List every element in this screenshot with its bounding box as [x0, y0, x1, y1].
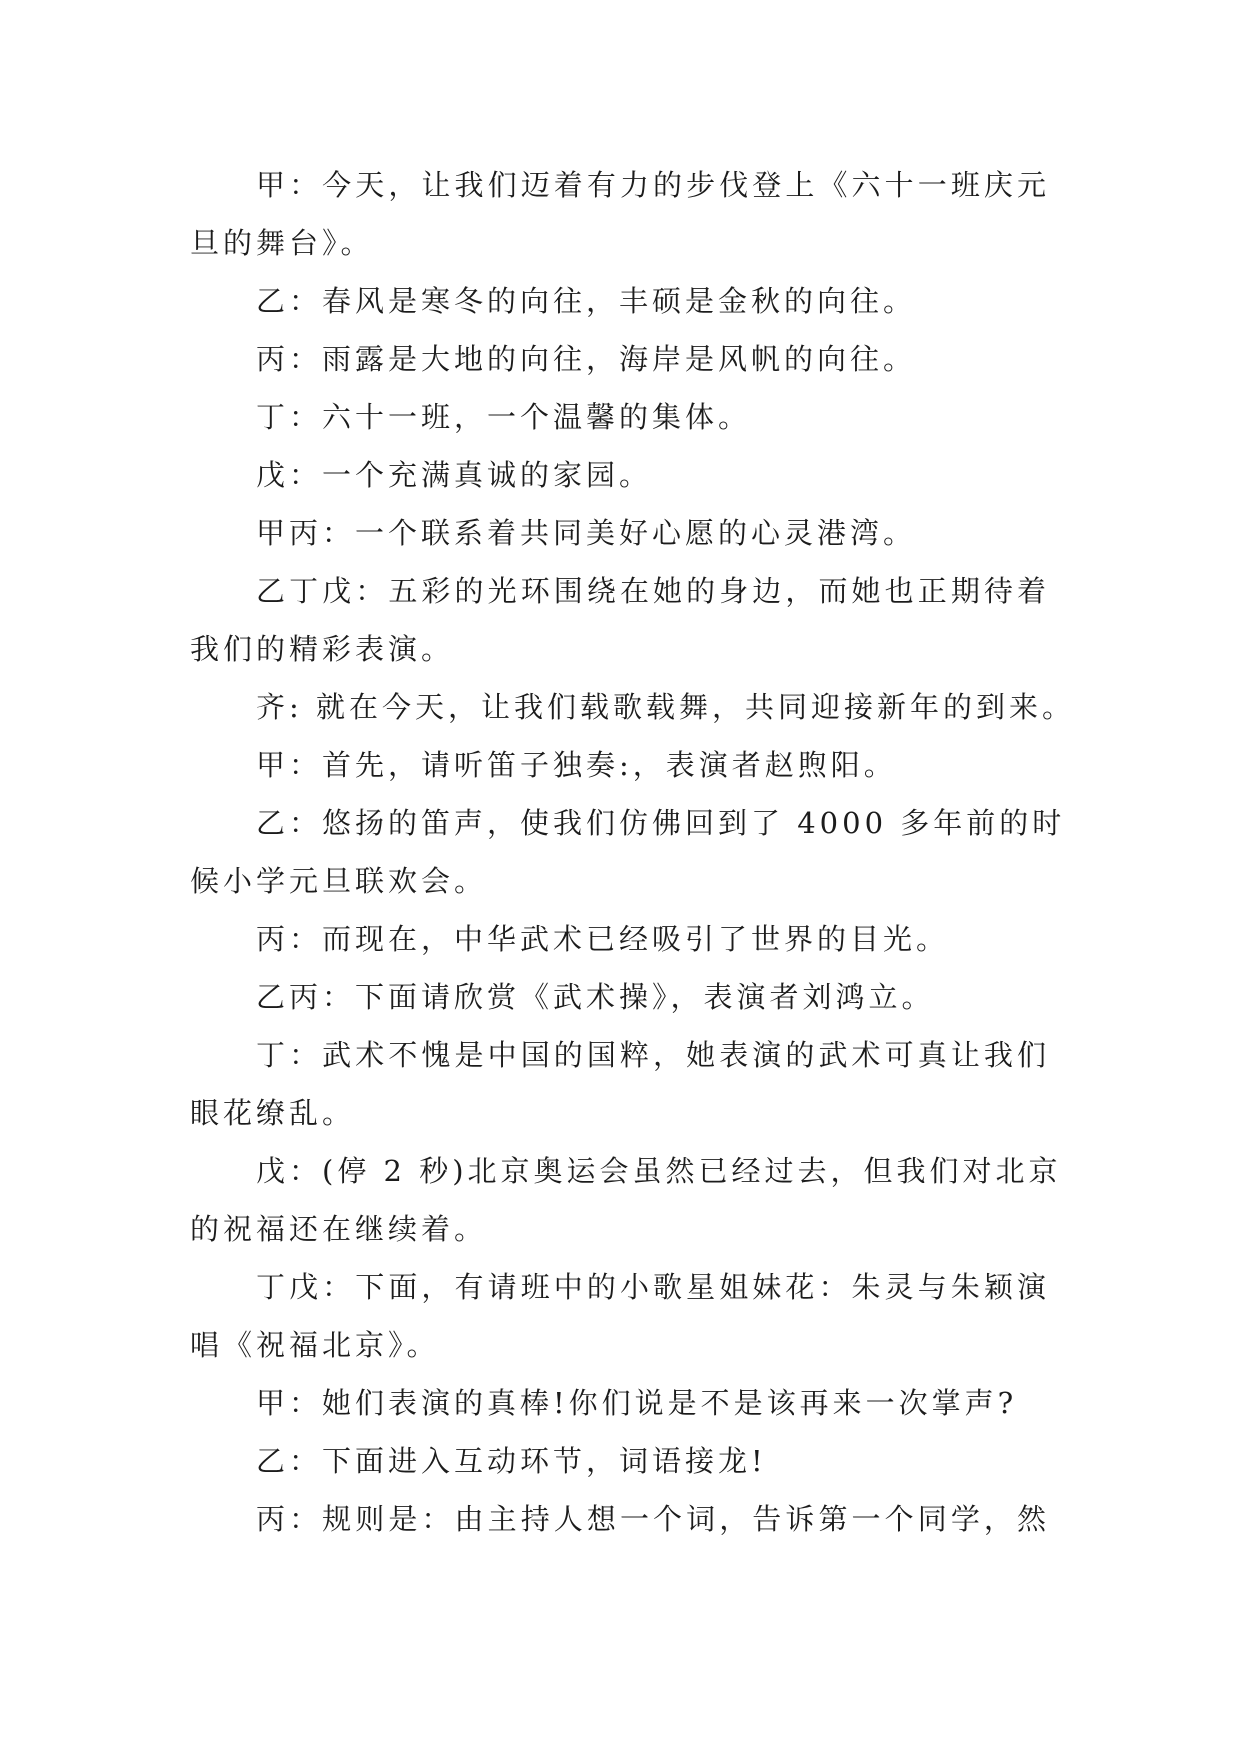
paragraph: [190, 562, 1050, 678]
paragraph: [190, 272, 1050, 330]
paragraph-line: 乙：悠扬的笛声，使我们仿佛回到了 4000 多年前的时: [256, 806, 1066, 840]
paragraph-line: 齐: 就在今天，让我们载歌载舞，共同迎接新年的到来。: [256, 690, 1075, 724]
paragraph: [190, 156, 1050, 272]
paragraph: [190, 910, 1050, 968]
paragraph-line: 戊：一个充满真诚的家园。: [256, 458, 653, 492]
paragraph-line: 丙：规则是：由主持人想一个词，告诉第一个同学，然: [256, 1502, 1050, 1536]
paragraph-line: 乙丙：下面请欣赏《武术操》，表演者刘鸿立。: [256, 980, 935, 1014]
paragraph-line: 的祝福还在继续着。: [190, 1212, 488, 1246]
paragraph: [190, 736, 1050, 794]
paragraph-line: 丁：武术不愧是中国的国粹，她表演的武术可真让我们: [256, 1038, 1050, 1072]
paragraph: [190, 446, 1050, 504]
paragraph-line: 乙丁戊：五彩的光环围绕在她的身边，而她也正期待着: [256, 574, 1050, 608]
paragraph: [190, 1026, 1050, 1142]
paragraph: [190, 1258, 1050, 1374]
paragraph-line: 甲：首先，请听笛子独奏:，表演者赵煦阳。: [256, 748, 897, 782]
paragraph-line: 甲丙：一个联系着共同美好心愿的心灵港湾。: [256, 516, 917, 550]
paragraph: [190, 968, 1050, 1026]
paragraph-line: 戊：(停 2 秒)北京奥运会虽然已经过去，但我们对北京: [256, 1154, 1062, 1188]
paragraph-line: 眼花缭乱。: [190, 1096, 356, 1130]
document-body: [190, 156, 1075, 1548]
paragraph-line: 旦的舞台》。: [190, 226, 374, 260]
paragraph-line: 候小学元旦联欢会。: [190, 864, 488, 898]
paragraph-line: 丁：六十一班，一个温馨的集体。: [256, 400, 752, 434]
paragraph: [190, 388, 1050, 446]
paragraph-line: 我们的精彩表演。: [190, 632, 455, 666]
paragraph-line: 乙：春风是寒冬的向往，丰硕是金秋的向往。: [256, 284, 917, 318]
paragraph-line: 丙：雨露是大地的向往，海岸是风帆的向往。: [256, 342, 917, 376]
paragraph: [190, 1142, 1062, 1258]
paragraph: [190, 1490, 1050, 1548]
paragraph-line: 丙：而现在，中华武术已经吸引了世界的目光。: [256, 922, 950, 956]
paragraph: [190, 504, 1050, 562]
paragraph-line: 乙：下面进入互动环节，词语接龙!: [256, 1444, 767, 1478]
paragraph-line: 唱《祝福北京》。: [190, 1328, 440, 1362]
paragraph: [190, 794, 1066, 910]
paragraph-line: 丁戊：下面，有请班中的小歌星姐妹花：朱灵与朱颖演: [256, 1270, 1050, 1304]
paragraph: [190, 330, 1050, 388]
paragraph-line: 甲：今天，让我们迈着有力的步伐登上《六十一班庆元: [256, 168, 1050, 202]
paragraph: [190, 1432, 1050, 1490]
paragraph-line: 甲：她们表演的真棒!你们说是不是该再来一次掌声?: [256, 1386, 1018, 1420]
paragraph: [190, 678, 1075, 736]
paragraph: [190, 1374, 1050, 1432]
